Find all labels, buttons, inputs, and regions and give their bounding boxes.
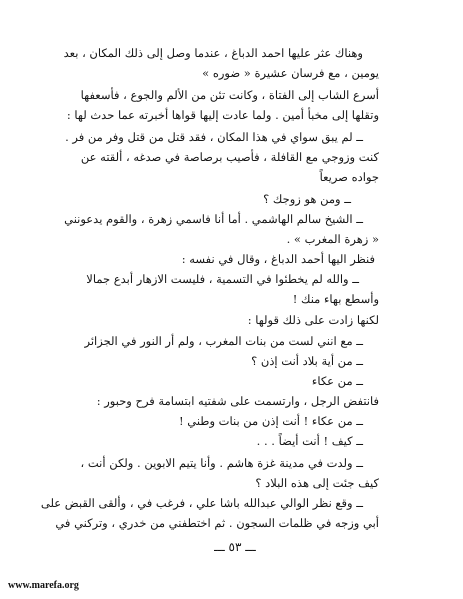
text-line: وأسطع بهاء منك ! [292,292,379,306]
text-line: أسرع الشاب إلى الفتاة ، وكانت تئن من الألم والجوع ، فأسعفها [80,88,379,102]
text-line: ــ من عكاء [311,374,363,388]
text-line: ــ كيف ! أنت أيضاً . . . [256,434,363,448]
text-line: « زهرة المغرب » . [286,232,379,246]
text-line: ــ مع انني لست من بنات المغرب ، ولم أر النور في الجزائر [84,334,363,348]
text-line: جواده صريعاً [319,170,379,184]
text-line: أبي وزجه في ظلمات السجون . ثم اختطفني من خدري ، وتركني في [55,516,379,530]
footer-url: www.marefa.org [8,580,79,591]
text-line: وهناك عثر عليها احمد الدباغ ، عندما وصل إلى ذلك المكان ، بعد [63,46,363,60]
text-line: ــ الشيخ سالم الهاشمي . أما أنا فاسمي زهرة ، والقوم يدعونني [64,212,363,226]
text-line: يومين ، مع فرسان عشيرة « ضوره » [202,66,379,80]
text-line: كنت وزوجي مع القافلة ، فأصيب برصاصة في صدغه ، ألقته عن [80,150,379,164]
text-line: ــ من أية بلاد أنت إذن ؟ [251,354,363,368]
text-line: فنظر اليها أحمد الدباغ ، وقال في نفسه : [181,252,375,266]
text-line: لكنها زادت على ذلك قولها : [247,313,379,327]
text-line: وتقلها إلى مخبأ أمين . ولما عادت إليها قواها أخبرته عما حدث لها : [66,108,379,122]
text-line: ــ والله لم يخطئوا في التسمية ، فليست الازهار أبدع جمالا [86,272,359,286]
page-number: ـــ ٥٣ ـــ [214,540,256,554]
text-line: كيف جئت إلى هذه البلاد ؟ [255,476,379,490]
text-line: ــ ومن هو زوجك ؟ [263,192,351,206]
text-line: ــ وقع نظر الوالي عبدالله باشا علي ، فرغب في ، وألقى القبض على [40,496,363,510]
text-line: ــ لم يبق سواي في هذا المكان ، فقد قتل من قتل وفر من فر . [65,130,363,144]
text-line: ــ ولدت في مدينة غزة هاشم . وأنا يتيم الابوين . ولكن أنت ، [80,456,363,470]
text-line: فانتفض الرجل ، وارتسمت على شفتيه ابتسامة فرح وحبور : [96,394,379,408]
text-line: ــ من عكاء ! أنت إذن من بنات وطني ! [178,414,363,428]
